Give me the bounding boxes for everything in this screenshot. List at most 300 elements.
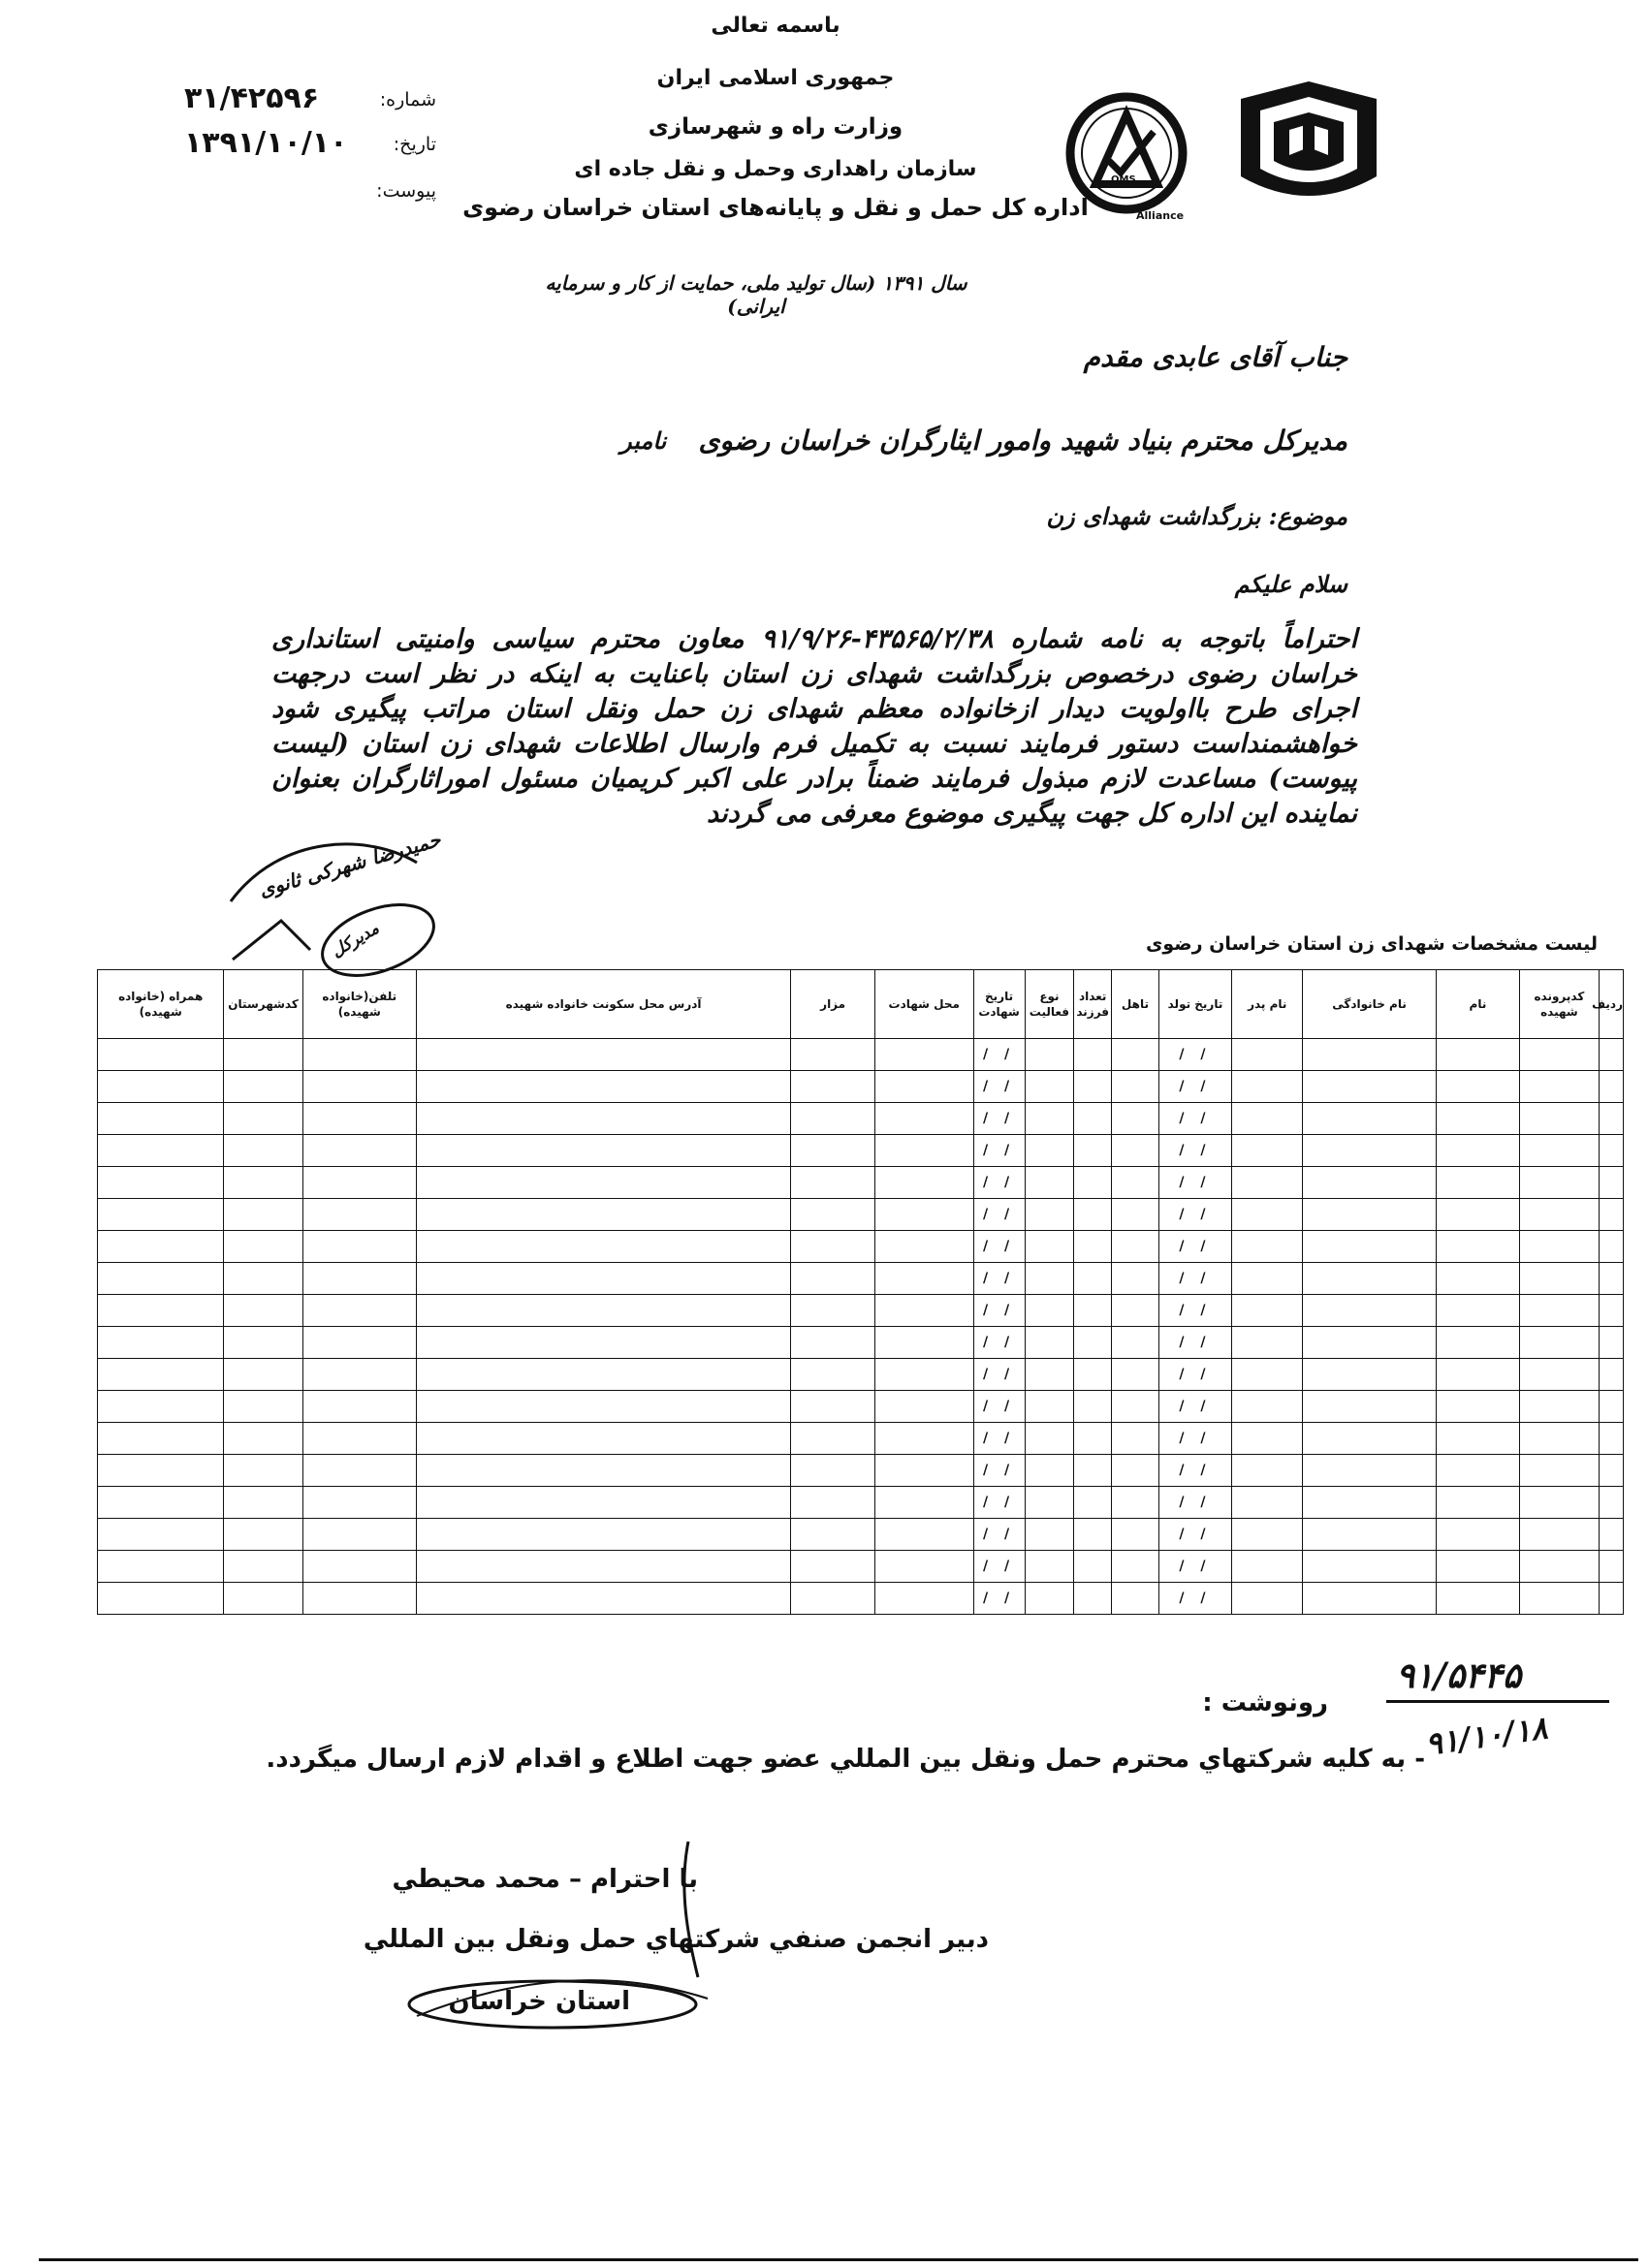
table-cell (1112, 1327, 1159, 1359)
ministry-emblem-icon (1231, 79, 1386, 215)
table-cell (1112, 1199, 1159, 1231)
copy-label: رونوشت : (1202, 1688, 1328, 1717)
table-cell (1520, 1199, 1599, 1231)
table-cell (874, 1103, 973, 1135)
table-cell (791, 1071, 874, 1103)
table-cell (1599, 1327, 1623, 1359)
table-cell (1112, 1583, 1159, 1615)
table-column-header: تاریخ شهادت (973, 970, 1025, 1039)
table-cell (973, 1583, 1025, 1615)
recipient-line-1: جناب آقای عابدی مقدم (1083, 341, 1347, 373)
table-cell (1303, 1327, 1436, 1359)
table-cell (1303, 1263, 1436, 1295)
table-row (98, 1295, 1624, 1327)
table-cell (302, 1039, 416, 1071)
year-slogan: سال ۱۳۹۱ (سال تولید ملی، حمایت از کار و سرمایه ایرانی) (545, 271, 967, 318)
table-cell (1074, 1455, 1112, 1487)
table-cell (874, 1423, 973, 1455)
table-cell (1599, 1359, 1623, 1391)
table-cell (416, 1487, 791, 1519)
table-cell (302, 1135, 416, 1167)
table-cell (1025, 1199, 1074, 1231)
table-cell (1025, 1039, 1074, 1071)
table-cell (874, 1231, 973, 1263)
date-placeholder: / / (1179, 1335, 1212, 1350)
table-cell (98, 1487, 224, 1519)
table-cell (1599, 1039, 1623, 1071)
table-row (98, 1519, 1624, 1551)
table-cell (791, 1423, 874, 1455)
table-cell (874, 1391, 973, 1423)
table-cell (1074, 1391, 1112, 1423)
table-cell (1232, 1359, 1303, 1391)
table-cell (416, 1391, 791, 1423)
table-cell (1303, 1199, 1436, 1231)
sender-signature (397, 1832, 727, 2035)
table-cell (973, 1103, 1025, 1135)
table-column-header: همراه (خانواده شهیده) (98, 970, 224, 1039)
table-row (98, 1167, 1624, 1199)
table-cell (1112, 1039, 1159, 1071)
table-cell (1074, 1199, 1112, 1231)
table-cell (1520, 1423, 1599, 1455)
table-cell (98, 1391, 224, 1423)
date-placeholder: / / (1179, 1303, 1212, 1318)
table-cell (224, 1071, 302, 1103)
table-cell (791, 1455, 874, 1487)
table-cell (1436, 1583, 1519, 1615)
table-cell (1158, 1039, 1231, 1071)
table-cell (1158, 1423, 1231, 1455)
table-cell (1520, 1519, 1599, 1551)
table-cell (1599, 1295, 1623, 1327)
date-placeholder: / / (1179, 1495, 1212, 1510)
table-cell (1520, 1167, 1599, 1199)
table-cell (98, 1519, 224, 1551)
martyrs-form-table (97, 969, 1624, 1615)
table-cell (1158, 1167, 1231, 1199)
table-row (98, 1455, 1624, 1487)
table-cell (1074, 1231, 1112, 1263)
basmala: باسمه تعالی (711, 14, 840, 38)
table-cell (1074, 1263, 1112, 1295)
table-cell (1025, 1103, 1074, 1135)
table-cell (1599, 1551, 1623, 1583)
date-placeholder: / / (1179, 1207, 1212, 1222)
table-cell (1520, 1263, 1599, 1295)
table-row (98, 1071, 1624, 1103)
table-cell (1303, 1551, 1436, 1583)
table-cell (1025, 1263, 1074, 1295)
table-column-header: نام خانوادگی (1303, 970, 1436, 1039)
table-cell (791, 1359, 874, 1391)
table-cell (1232, 1391, 1303, 1423)
date-placeholder: / / (982, 1207, 1016, 1222)
date-placeholder: / / (982, 1047, 1016, 1062)
table-cell (874, 1551, 973, 1583)
table-cell (973, 1167, 1025, 1199)
table-cell (224, 1391, 302, 1423)
table-row (98, 1359, 1624, 1391)
table-cell (973, 1359, 1025, 1391)
table-cell (98, 1039, 224, 1071)
letter-number-label: شماره: (379, 89, 436, 110)
table-cell (1303, 1103, 1436, 1135)
table-cell (1112, 1487, 1159, 1519)
table-cell (791, 1263, 874, 1295)
table-cell (1025, 1135, 1074, 1167)
table-cell (416, 1167, 791, 1199)
table-cell (874, 1295, 973, 1327)
table-cell (1074, 1103, 1112, 1135)
signature-name: حمیدرضا شهرکی ثانوی (256, 827, 444, 902)
table-cell (224, 1039, 302, 1071)
table-cell (973, 1231, 1025, 1263)
table-cell (1158, 1455, 1231, 1487)
table-cell (1232, 1135, 1303, 1167)
table-cell (791, 1231, 874, 1263)
table-cell (1599, 1519, 1623, 1551)
date-placeholder: / / (982, 1111, 1016, 1126)
table-cell (1436, 1231, 1519, 1263)
table-cell (1232, 1071, 1303, 1103)
table-cell (1025, 1551, 1074, 1583)
table-cell (1303, 1167, 1436, 1199)
date-placeholder: / / (982, 1431, 1016, 1446)
table-cell (1025, 1583, 1074, 1615)
registry-underline (1386, 1700, 1609, 1703)
table-cell (973, 1071, 1025, 1103)
date-placeholder: / / (1179, 1591, 1212, 1606)
table-row (98, 1199, 1624, 1231)
table-cell (1520, 1455, 1599, 1487)
table-cell (1303, 1391, 1436, 1423)
sender-province: استان خراسان (448, 1987, 630, 2016)
table-cell (1158, 1327, 1231, 1359)
table-row (98, 1487, 1624, 1519)
letter-date-label: تاریخ: (393, 134, 436, 155)
letter-date-row (184, 126, 436, 161)
table-cell (973, 1455, 1025, 1487)
table-cell (1158, 1103, 1231, 1135)
table-cell (224, 1327, 302, 1359)
table-cell (874, 1455, 973, 1487)
table-cell (1436, 1039, 1519, 1071)
table-row (98, 1039, 1624, 1071)
table-cell (1112, 1167, 1159, 1199)
table-cell (1303, 1231, 1436, 1263)
table-cell (416, 1231, 791, 1263)
table-cell (1599, 1199, 1623, 1231)
greeting: سلام علیکم (1234, 570, 1347, 598)
table-cell (1158, 1199, 1231, 1231)
table-cell (874, 1071, 973, 1103)
date-placeholder: / / (982, 1591, 1016, 1606)
recipient-line-2: مدیرکل محترم بنیاد شهید وامور ایثارگران خراسان رضوی (698, 425, 1347, 457)
table-cell (1303, 1423, 1436, 1455)
table-cell (416, 1263, 791, 1295)
table-cell (1074, 1327, 1112, 1359)
table-column-header: نام پدر (1232, 970, 1303, 1039)
table-cell (302, 1487, 416, 1519)
table-cell (224, 1359, 302, 1391)
table-cell (1074, 1487, 1112, 1519)
letter-body: احتراماً باتوجه به نامه شماره ۴۳۵۶۵/۲/۳۸-۹۱/۹/۲۶ معاون محترم سیاسی وامنیتی استانداری خراسان رضوی درخصوص بزرگداشت شهدای زن استان باعنایت به اینکه در نظر است درجهت اجرای طرح بااولویت دیدار ازخانواده معظم شهدای زن حمل ونقل استان مراتب پیگیری شود خواهشمنداست دستور فرمایند نسبت به تکمیل فرم وارسال اطلاعات شهدای زن استان (لیست پیوست) مساعدت لازم مبذول فرمایند ضمناً برادر علی اکبر کریمیان مسئول اموراثارگران بعنوان نماینده این اداره کل جهت پیگیری موضوع معرفی می گردند (271, 624, 1357, 829)
table-cell (1025, 1519, 1074, 1551)
table-cell (973, 1135, 1025, 1167)
table-cell (874, 1359, 973, 1391)
table-header-row (98, 970, 1624, 1039)
table-cell (1074, 1359, 1112, 1391)
subject-line: موضوع: بزرگداشت شهدای زن (1046, 502, 1347, 530)
table-cell (1303, 1519, 1436, 1551)
table-column-header: تاریخ تولد (1158, 970, 1231, 1039)
letter-date-value: ۱۳۹۱/۱۰/۱۰ (184, 126, 348, 160)
date-placeholder: / / (982, 1079, 1016, 1094)
table-cell (874, 1327, 973, 1359)
closing-line: با احترام – محمد محیطي (392, 1865, 698, 1894)
ministry-name: وزارت راه و شهرسازی (648, 114, 903, 140)
table-cell (98, 1135, 224, 1167)
table-cell (791, 1295, 874, 1327)
table-cell (302, 1455, 416, 1487)
table-cell (302, 1167, 416, 1199)
date-placeholder: / / (982, 1527, 1016, 1542)
table-column-header: آدرس محل سکونت خانواده شهیده (416, 970, 791, 1039)
table-cell (1074, 1551, 1112, 1583)
table-cell (1158, 1263, 1231, 1295)
table-cell (1112, 1423, 1159, 1455)
table-cell (416, 1135, 791, 1167)
table-cell (791, 1135, 874, 1167)
table-cell (1112, 1455, 1159, 1487)
table-cell (1599, 1583, 1623, 1615)
table-cell (1232, 1199, 1303, 1231)
table-cell (1436, 1103, 1519, 1135)
date-placeholder: / / (982, 1303, 1016, 1318)
table-cell (302, 1295, 416, 1327)
table-cell (1025, 1071, 1074, 1103)
table-cell (416, 1103, 791, 1135)
table-cell (1303, 1039, 1436, 1071)
table-cell (874, 1039, 973, 1071)
table-cell (973, 1327, 1025, 1359)
table-cell (302, 1519, 416, 1551)
table-cell (302, 1359, 416, 1391)
sender-signature-scribble-icon (397, 1832, 727, 2035)
table-cell (1232, 1327, 1303, 1359)
table-cell (1232, 1583, 1303, 1615)
date-placeholder: / / (1179, 1047, 1212, 1062)
date-placeholder: / / (1179, 1367, 1212, 1382)
table-cell (224, 1551, 302, 1583)
country-name: جمهوری اسلامی ایران (656, 66, 895, 90)
table-cell (791, 1167, 874, 1199)
table-cell (791, 1519, 874, 1551)
table-cell (1232, 1295, 1303, 1327)
table-cell (1436, 1135, 1519, 1167)
attachment-row (184, 173, 436, 207)
table-cell (1520, 1583, 1599, 1615)
table-cell (302, 1391, 416, 1423)
table-cell (1025, 1391, 1074, 1423)
table-cell (1232, 1551, 1303, 1583)
table-row (98, 1423, 1624, 1455)
table-cell (302, 1103, 416, 1135)
table-cell (1436, 1199, 1519, 1231)
table-column-header: کدپرونده شهیده (1520, 970, 1599, 1039)
table-cell (1436, 1263, 1519, 1295)
table-cell (224, 1423, 302, 1455)
table-cell (1520, 1103, 1599, 1135)
table-cell (973, 1551, 1025, 1583)
table-cell (1158, 1231, 1231, 1263)
attachment-label: پیوست: (376, 180, 436, 202)
table-cell (98, 1295, 224, 1327)
table-cell (791, 1199, 874, 1231)
table-column-header: مزار (791, 970, 874, 1039)
table-row (98, 1583, 1624, 1615)
table-cell (224, 1231, 302, 1263)
date-placeholder: / / (982, 1495, 1016, 1510)
date-placeholder: / / (1179, 1239, 1212, 1254)
table-cell (416, 1295, 791, 1327)
table-cell (1436, 1327, 1519, 1359)
table-cell (1074, 1295, 1112, 1327)
table-cell (791, 1103, 874, 1135)
table-cell (1520, 1135, 1599, 1167)
table-column-header: تاهل (1112, 970, 1159, 1039)
table-cell (1520, 1487, 1599, 1519)
table-cell (1520, 1551, 1599, 1583)
table-column-header: ردیف (1599, 970, 1623, 1039)
table-column-header: محل شهادت (874, 970, 973, 1039)
table-cell (1599, 1263, 1623, 1295)
table-cell (874, 1583, 973, 1615)
table-cell (1025, 1327, 1074, 1359)
table-cell (302, 1583, 416, 1615)
table-cell (1158, 1487, 1231, 1519)
table-row (98, 1551, 1624, 1583)
letter-number-value: ۳۱/۴۲۵۹۶ (184, 81, 320, 115)
table-cell (1232, 1455, 1303, 1487)
table-cell (1303, 1135, 1436, 1167)
date-placeholder: / / (982, 1463, 1016, 1478)
table-cell (874, 1199, 973, 1231)
table-cell (1303, 1295, 1436, 1327)
table-cell (416, 1423, 791, 1455)
table-cell (1112, 1391, 1159, 1423)
table-cell (791, 1391, 874, 1423)
date-placeholder: / / (1179, 1271, 1212, 1286)
table-column-header: تلفن(خانواده شهیده) (302, 970, 416, 1039)
table-cell (1436, 1519, 1519, 1551)
date-placeholder: / / (1179, 1079, 1212, 1094)
table-cell (1232, 1263, 1303, 1295)
table-cell (791, 1487, 874, 1519)
table-cell (1112, 1071, 1159, 1103)
table-cell (1232, 1103, 1303, 1135)
table-cell (302, 1327, 416, 1359)
date-placeholder: / / (1179, 1175, 1212, 1190)
table-cell (1232, 1487, 1303, 1519)
table-row (98, 1327, 1624, 1359)
table-cell (1232, 1519, 1303, 1551)
table-cell (1232, 1167, 1303, 1199)
registry-date: ۹۱/۱۰/۱۸ (1422, 1709, 1550, 1763)
table-cell (416, 1039, 791, 1071)
ministry-logo (1231, 79, 1386, 215)
date-placeholder: / / (982, 1367, 1016, 1382)
cert-logo-text: QMS (1111, 174, 1136, 185)
date-placeholder: / / (1179, 1431, 1212, 1446)
table-cell (973, 1423, 1025, 1455)
table-row (98, 1263, 1624, 1295)
table-cell (98, 1423, 224, 1455)
table-cell (1599, 1103, 1623, 1135)
date-placeholder: / / (982, 1175, 1016, 1190)
table-cell (1232, 1423, 1303, 1455)
table-cell (416, 1071, 791, 1103)
table-cell (973, 1487, 1025, 1519)
table-cell (1112, 1359, 1159, 1391)
table-cell (1158, 1551, 1231, 1583)
table-cell (302, 1551, 416, 1583)
table-cell (1112, 1519, 1159, 1551)
table-cell (416, 1519, 791, 1551)
letter-number-row (184, 81, 436, 116)
table-cell (1520, 1231, 1599, 1263)
table-column-header: تعداد فرزند (1074, 970, 1112, 1039)
table-cell (1112, 1135, 1159, 1167)
table-cell (224, 1135, 302, 1167)
table-cell (874, 1487, 973, 1519)
table-row (98, 1103, 1624, 1135)
table-cell (1599, 1135, 1623, 1167)
table-cell (874, 1135, 973, 1167)
table-cell (1025, 1167, 1074, 1199)
table-cell (973, 1519, 1025, 1551)
table-cell (1599, 1071, 1623, 1103)
sender-title: دبیر انجمن صنفي شرکتهاي حمل ونقل بین المللي (363, 1925, 989, 1954)
table-cell (1112, 1231, 1159, 1263)
table-cell (1436, 1359, 1519, 1391)
table-cell (1520, 1359, 1599, 1391)
table-cell (302, 1423, 416, 1455)
table-cell (224, 1103, 302, 1135)
table-cell (1074, 1071, 1112, 1103)
registry-number: ۹۱/۵۴۴۵ (1396, 1655, 1522, 1696)
table-cell (1520, 1071, 1599, 1103)
recipient-note: نامبر (620, 426, 667, 455)
table-cell (874, 1519, 973, 1551)
table-cell (416, 1455, 791, 1487)
table-cell (1025, 1423, 1074, 1455)
table-cell (791, 1583, 874, 1615)
table-cell (1599, 1391, 1623, 1423)
table-cell (224, 1263, 302, 1295)
table-cell (1074, 1167, 1112, 1199)
date-placeholder: / / (1179, 1399, 1212, 1414)
table-cell (416, 1359, 791, 1391)
table-cell (302, 1199, 416, 1231)
table-cell (98, 1071, 224, 1103)
table-cell (1436, 1487, 1519, 1519)
table-cell (1303, 1487, 1436, 1519)
table-title: لیست مشخصات شهدای زن استان خراسان رضوی (1145, 933, 1598, 955)
table-cell (98, 1263, 224, 1295)
table-cell (98, 1551, 224, 1583)
